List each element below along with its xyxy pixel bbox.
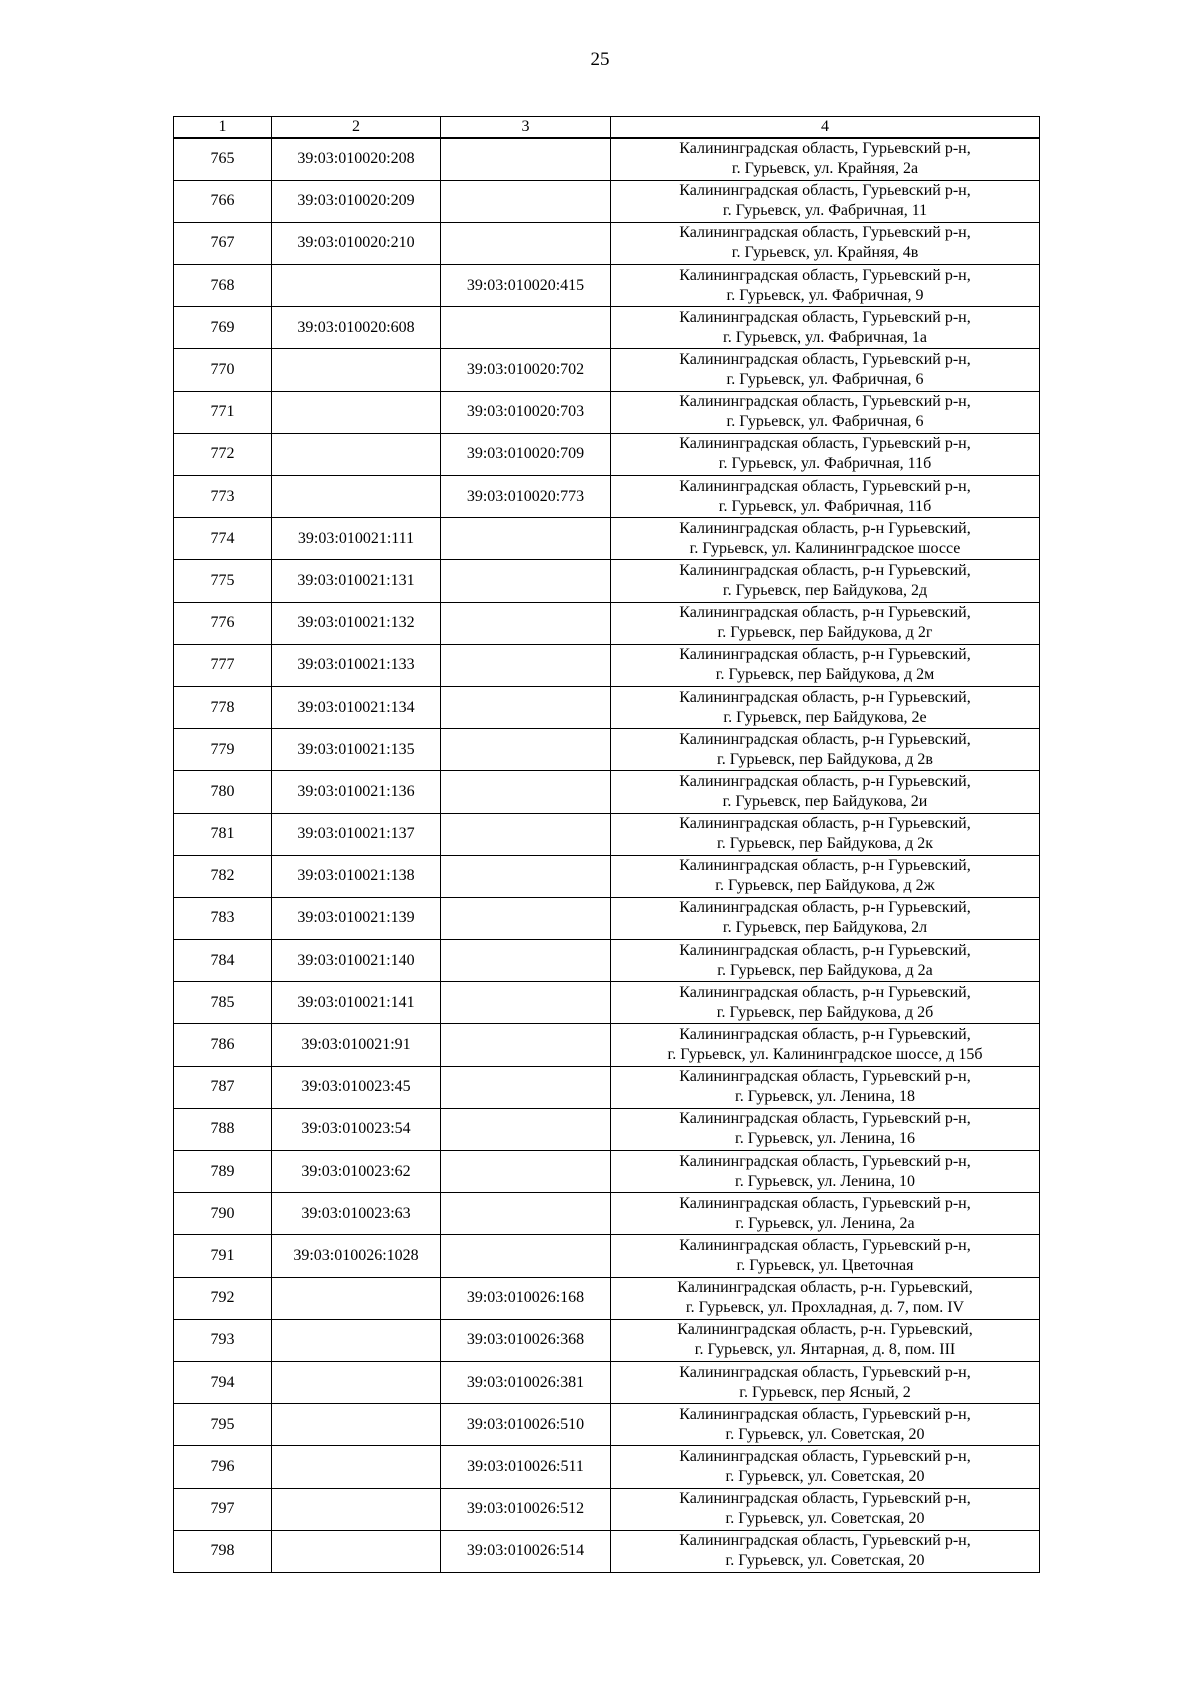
address-cell bbox=[611, 307, 1040, 349]
address-cell bbox=[611, 1404, 1040, 1446]
cadastral-number-cell bbox=[272, 433, 441, 475]
address-cell bbox=[611, 1530, 1040, 1572]
address-line-2: г. Гурьевск, ул. Прохладная, д. 7, пом. IV bbox=[685, 1299, 965, 1317]
cadastral-number-cell bbox=[272, 1530, 441, 1572]
cadastral-number-alt-cell: 39:03:010026:368 bbox=[441, 1319, 611, 1361]
table-row bbox=[174, 1108, 1040, 1150]
cadastral-number-cell: 39:03:010021:133 bbox=[272, 644, 441, 686]
table-row bbox=[174, 1319, 1040, 1361]
cadastral-number-cell bbox=[272, 391, 441, 433]
cadastral-number-cell: 39:03:010026:1028 bbox=[272, 1235, 441, 1277]
cadastral-number-alt-cell bbox=[441, 686, 611, 728]
cadastral-number-cell: 39:03:010020:208 bbox=[272, 138, 441, 180]
row-number-cell: 767 bbox=[174, 222, 272, 264]
address-line-2: г. Гурьевск, пер Байдукова, 2л bbox=[722, 919, 928, 937]
address-line-2: г. Гурьевск, ул. Фабричная, 9 bbox=[726, 286, 924, 304]
address-cell bbox=[611, 1319, 1040, 1361]
table-row bbox=[174, 1361, 1040, 1403]
cadastral-number-alt-cell: 39:03:010020:773 bbox=[441, 476, 611, 518]
cadastral-number-cell: 39:03:010021:137 bbox=[272, 813, 441, 855]
address-line-1: Калининградская область, р-н Гурьевский, bbox=[679, 857, 971, 875]
cadastral-number-alt-cell: 39:03:010026:168 bbox=[441, 1277, 611, 1319]
address-cell bbox=[611, 940, 1040, 982]
address-cell bbox=[611, 1024, 1040, 1066]
address-cell bbox=[611, 349, 1040, 391]
cadastral-number-alt-cell: 39:03:010020:709 bbox=[441, 433, 611, 475]
table-row bbox=[174, 391, 1040, 433]
cadastral-number-alt-cell bbox=[441, 1193, 611, 1235]
table-row bbox=[174, 1193, 1040, 1235]
table-row bbox=[174, 940, 1040, 982]
cadastral-number-cell: 39:03:010023:45 bbox=[272, 1066, 441, 1108]
address-line-2: г. Гурьевск, пер Байдукова, 2и bbox=[722, 792, 928, 810]
table-row bbox=[174, 433, 1040, 475]
address-line-1: Калининградская область, Гурьевский р-н, bbox=[679, 1152, 971, 1170]
row-number-cell: 788 bbox=[174, 1108, 272, 1150]
cadastral-number-cell bbox=[272, 1404, 441, 1446]
address-line-2: г. Гурьевск, пер Байдукова, д 2а bbox=[717, 961, 933, 979]
cadastral-number-alt-cell bbox=[441, 602, 611, 644]
address-line-1: Калининградская область, Гурьевский р-н, bbox=[679, 1236, 971, 1254]
cadastral-number-cell: 39:03:010021:131 bbox=[272, 560, 441, 602]
cadastral-number-cell: 39:03:010021:138 bbox=[272, 855, 441, 897]
address-cell bbox=[611, 1446, 1040, 1488]
address-cell bbox=[611, 1108, 1040, 1150]
row-number-cell: 774 bbox=[174, 518, 272, 560]
row-number-cell: 785 bbox=[174, 982, 272, 1024]
table-row bbox=[174, 307, 1040, 349]
address-line-2: г. Гурьевск, ул. Советская, 20 bbox=[725, 1552, 925, 1570]
address-cell bbox=[611, 433, 1040, 475]
address-line-2: г. Гурьевск, ул. Фабричная, 11 bbox=[722, 202, 928, 220]
address-cell bbox=[611, 180, 1040, 222]
row-number-cell: 784 bbox=[174, 940, 272, 982]
address-line-2: г. Гурьевск, ул. Фабричная, 1а bbox=[722, 328, 928, 346]
address-line-2: г. Гурьевск, ул. Ленина, 18 bbox=[734, 1088, 916, 1106]
address-line-2: г. Гурьевск, ул. Калининградское шоссе, д 15б bbox=[667, 1046, 983, 1064]
row-number-cell: 796 bbox=[174, 1446, 272, 1488]
cadastral-number-alt-cell bbox=[441, 813, 611, 855]
table-row bbox=[174, 222, 1040, 264]
address-line-2: г. Гурьевск, ул. Ленина, 16 bbox=[734, 1130, 916, 1148]
address-line-2: г. Гурьевск, ул. Фабричная, 11б bbox=[718, 455, 932, 473]
cadastral-number-cell: 39:03:010021:136 bbox=[272, 771, 441, 813]
row-number-cell: 778 bbox=[174, 686, 272, 728]
address-cell bbox=[611, 1235, 1040, 1277]
address-line-1: Калининградская область, Гурьевский р-н, bbox=[679, 308, 971, 326]
cadastral-number-alt-cell: 39:03:010020:702 bbox=[441, 349, 611, 391]
address-line-2: г. Гурьевск, ул. Калининградское шоссе bbox=[689, 539, 961, 557]
table-row bbox=[174, 560, 1040, 602]
cadastral-number-cell bbox=[272, 1319, 441, 1361]
page-number: 25 bbox=[590, 49, 610, 70]
address-cell bbox=[611, 138, 1040, 180]
cadastral-number-cell: 39:03:010020:210 bbox=[272, 222, 441, 264]
cadastral-number-cell: 39:03:010023:63 bbox=[272, 1193, 441, 1235]
address-cell bbox=[611, 729, 1040, 771]
address-cell bbox=[611, 1361, 1040, 1403]
table-row bbox=[174, 1530, 1040, 1572]
table-row bbox=[174, 1488, 1040, 1530]
address-line-1: Калининградская область, Гурьевский р-н, bbox=[679, 1194, 971, 1212]
row-number-cell: 797 bbox=[174, 1488, 272, 1530]
cadastral-number-cell bbox=[272, 1488, 441, 1530]
address-line-2: г. Гурьевск, ул. Янтарная, д. 8, пом. III bbox=[694, 1341, 956, 1359]
cadastral-number-alt-cell bbox=[441, 1108, 611, 1150]
address-cell bbox=[611, 560, 1040, 602]
table-row bbox=[174, 1235, 1040, 1277]
cadastral-number-alt-cell bbox=[441, 771, 611, 813]
address-line-1: Калининградская область, Гурьевский р-н, bbox=[679, 477, 971, 495]
cadastral-number-alt-cell bbox=[441, 307, 611, 349]
row-number-cell: 769 bbox=[174, 307, 272, 349]
address-cell bbox=[611, 1151, 1040, 1193]
address-cell bbox=[611, 265, 1040, 307]
cadastral-number-alt-cell bbox=[441, 560, 611, 602]
table-header bbox=[174, 117, 1040, 139]
address-line-1: Калининградская область, р-н Гурьевский, bbox=[679, 815, 971, 833]
column-header-2: 2 bbox=[272, 117, 441, 139]
address-cell bbox=[611, 1488, 1040, 1530]
cadastral-number-cell: 39:03:010021:134 bbox=[272, 686, 441, 728]
address-cell bbox=[611, 855, 1040, 897]
row-number-cell: 772 bbox=[174, 433, 272, 475]
table-row bbox=[174, 897, 1040, 939]
row-number-cell: 780 bbox=[174, 771, 272, 813]
address-line-2: г. Гурьевск, пер Байдукова, д 2ж bbox=[715, 877, 935, 895]
address-line-2: г. Гурьевск, пер Байдукова, 2е bbox=[723, 708, 927, 726]
address-line-2: г. Гурьевск, ул. Советская, 20 bbox=[725, 1467, 925, 1485]
address-line-2: г. Гурьевск, ул. Ленина, 10 bbox=[734, 1172, 916, 1190]
address-cell bbox=[611, 644, 1040, 686]
address-line-1: Калининградская область, Гурьевский р-н, bbox=[679, 224, 971, 242]
address-line-1: Калининградская область, Гурьевский р-н, bbox=[679, 182, 971, 200]
address-line-1: Калининградская область, р-н Гурьевский, bbox=[679, 604, 971, 622]
row-number-cell: 794 bbox=[174, 1361, 272, 1403]
address-cell bbox=[611, 518, 1040, 560]
table-row bbox=[174, 1277, 1040, 1319]
row-number-cell: 776 bbox=[174, 602, 272, 644]
row-number-cell: 798 bbox=[174, 1530, 272, 1572]
table-row bbox=[174, 1024, 1040, 1066]
table-row bbox=[174, 265, 1040, 307]
row-number-cell: 779 bbox=[174, 729, 272, 771]
cadastral-number-cell: 39:03:010021:111 bbox=[272, 518, 441, 560]
cadastral-number-cell: 39:03:010020:608 bbox=[272, 307, 441, 349]
row-number-cell: 782 bbox=[174, 855, 272, 897]
address-cell bbox=[611, 771, 1040, 813]
cadastral-number-cell: 39:03:010021:91 bbox=[272, 1024, 441, 1066]
address-line-2: г. Гурьевск, ул. Советская, 20 bbox=[725, 1510, 925, 1528]
address-line-1: Калининградская область, р-н. Гурьевский, bbox=[677, 1279, 973, 1297]
cadastral-number-cell: 39:03:010020:209 bbox=[272, 180, 441, 222]
cadastral-number-alt-cell bbox=[441, 1024, 611, 1066]
table-row bbox=[174, 1151, 1040, 1193]
cadastral-number-cell: 39:03:010021:141 bbox=[272, 982, 441, 1024]
cadastral-number-alt-cell bbox=[441, 138, 611, 180]
cadastral-number-alt-cell: 39:03:010026:514 bbox=[441, 1530, 611, 1572]
cadastral-number-alt-cell bbox=[441, 855, 611, 897]
address-line-2: г. Гурьевск, ул. Крайняя, 4в bbox=[731, 244, 919, 262]
cadastral-number-cell bbox=[272, 476, 441, 518]
table-row bbox=[174, 686, 1040, 728]
cadastral-number-cell bbox=[272, 1446, 441, 1488]
row-number-cell: 787 bbox=[174, 1066, 272, 1108]
table-row bbox=[174, 855, 1040, 897]
table-row bbox=[174, 476, 1040, 518]
row-number-cell: 790 bbox=[174, 1193, 272, 1235]
cadastral-number-cell: 39:03:010023:62 bbox=[272, 1151, 441, 1193]
cadastral-number-alt-cell bbox=[441, 644, 611, 686]
address-line-1: Калининградская область, Гурьевский р-н, bbox=[679, 1490, 971, 1508]
cadastral-number-cell bbox=[272, 349, 441, 391]
cadastral-number-alt-cell bbox=[441, 222, 611, 264]
address-line-1: Калининградская область, Гурьевский р-н, bbox=[679, 435, 971, 453]
address-line-1: Калининградская область, Гурьевский р-н, bbox=[679, 393, 971, 411]
address-line-1: Калининградская область, р-н Гурьевский, bbox=[679, 646, 971, 664]
cadastral-number-alt-cell bbox=[441, 180, 611, 222]
address-line-1: Калининградская область, р-н Гурьевский, bbox=[679, 1026, 971, 1044]
address-cell bbox=[611, 982, 1040, 1024]
address-line-2: г. Гурьевск, ул. Цветочная bbox=[736, 1256, 914, 1274]
cadastral-number-alt-cell bbox=[441, 897, 611, 939]
cadastral-number-alt-cell: 39:03:010026:381 bbox=[441, 1361, 611, 1403]
address-line-1: Калининградская область, Гурьевский р-н, bbox=[679, 1110, 971, 1128]
table-row bbox=[174, 138, 1040, 180]
cadastral-number-cell: 39:03:010021:139 bbox=[272, 897, 441, 939]
row-number-cell: 792 bbox=[174, 1277, 272, 1319]
address-line-1: Калининградская область, р-н Гурьевский, bbox=[679, 899, 971, 917]
table-row bbox=[174, 1066, 1040, 1108]
column-header-3: 3 bbox=[441, 117, 611, 139]
cadastral-number-cell: 39:03:010021:132 bbox=[272, 602, 441, 644]
address-cell bbox=[611, 813, 1040, 855]
cadastral-number-cell bbox=[272, 1361, 441, 1403]
cadastral-number-alt-cell: 39:03:010026:510 bbox=[441, 1404, 611, 1446]
cadastral-number-alt-cell bbox=[441, 1066, 611, 1108]
row-number-cell: 795 bbox=[174, 1404, 272, 1446]
table-row bbox=[174, 982, 1040, 1024]
row-number-cell: 793 bbox=[174, 1319, 272, 1361]
column-header-4: 4 bbox=[611, 117, 1040, 139]
cadastral-number-cell bbox=[272, 1277, 441, 1319]
cadastral-number-alt-cell bbox=[441, 518, 611, 560]
table-row bbox=[174, 180, 1040, 222]
table-row bbox=[174, 349, 1040, 391]
address-line-1: Калининградская область, р-н Гурьевский, bbox=[679, 519, 971, 537]
address-cell bbox=[611, 686, 1040, 728]
row-number-cell: 786 bbox=[174, 1024, 272, 1066]
header-row bbox=[174, 117, 1040, 139]
address-cell bbox=[611, 1193, 1040, 1235]
row-number-cell: 791 bbox=[174, 1235, 272, 1277]
cadastral-number-alt-cell: 39:03:010026:511 bbox=[441, 1446, 611, 1488]
address-line-2: г. Гурьевск, ул. Фабричная, 11б bbox=[718, 497, 932, 515]
address-line-1: Калининградская область, р-н. Гурьевский, bbox=[677, 1321, 973, 1339]
address-cell bbox=[611, 1277, 1040, 1319]
address-line-1: Калининградская область, Гурьевский р-н, bbox=[679, 1532, 971, 1550]
address-line-2: г. Гурьевск, ул. Советская, 20 bbox=[725, 1425, 925, 1443]
address-line-2: г. Гурьевск, ул. Фабричная, 6 bbox=[726, 413, 924, 431]
cadastral-number-cell bbox=[272, 265, 441, 307]
address-line-2: г. Гурьевск, пер Байдукова, д 2г bbox=[717, 624, 933, 642]
address-line-1: Калининградская область, Гурьевский р-н, bbox=[679, 1405, 971, 1423]
cadastral-number-cell: 39:03:010021:135 bbox=[272, 729, 441, 771]
address-line-1: Калининградская область, р-н Гурьевский, bbox=[679, 983, 971, 1001]
address-line-1: Калининградская область, р-н Гурьевский, bbox=[679, 941, 971, 959]
row-number-cell: 783 bbox=[174, 897, 272, 939]
cadastral-number-alt-cell: 39:03:010020:703 bbox=[441, 391, 611, 433]
address-line-1: Калининградская область, Гурьевский р-н, bbox=[679, 1363, 971, 1381]
cadastral-number-cell: 39:03:010021:140 bbox=[272, 940, 441, 982]
address-cell bbox=[611, 391, 1040, 433]
address-cell bbox=[611, 602, 1040, 644]
row-number-cell: 773 bbox=[174, 476, 272, 518]
cadastral-number-alt-cell: 39:03:010020:415 bbox=[441, 265, 611, 307]
address-line-1: Калининградская область, Гурьевский р-н, bbox=[679, 351, 971, 369]
address-line-2: г. Гурьевск, пер Байдукова, д 2в bbox=[717, 750, 933, 768]
table-body bbox=[174, 138, 1040, 1572]
table-row bbox=[174, 1446, 1040, 1488]
address-line-2: г. Гурьевск, пер Байдукова, д 2б bbox=[716, 1003, 934, 1021]
row-number-cell: 768 bbox=[174, 265, 272, 307]
row-number-cell: 781 bbox=[174, 813, 272, 855]
address-line-1: Калининградская область, Гурьевский р-н, bbox=[679, 1447, 971, 1465]
column-header-1: 1 bbox=[174, 117, 272, 139]
cadastral-number-alt-cell bbox=[441, 729, 611, 771]
row-number-cell: 777 bbox=[174, 644, 272, 686]
address-cell bbox=[611, 897, 1040, 939]
row-number-cell: 775 bbox=[174, 560, 272, 602]
table-row bbox=[174, 813, 1040, 855]
address-cell bbox=[611, 222, 1040, 264]
row-number-cell: 766 bbox=[174, 180, 272, 222]
address-line-1: Калининградская область, Гурьевский р-н, bbox=[679, 140, 971, 158]
address-line-2: г. Гурьевск, пер Байдукова, д 2к bbox=[716, 835, 934, 853]
address-line-2: г. Гурьевск, пер Байдукова, 2д bbox=[722, 581, 928, 599]
cadastral-number-alt-cell: 39:03:010026:512 bbox=[441, 1488, 611, 1530]
address-line-2: г. Гурьевск, пер Ясный, 2 bbox=[739, 1383, 911, 1401]
address-line-1: Калининградская область, р-н Гурьевский, bbox=[679, 772, 971, 790]
address-line-1: Калининградская область, р-н Гурьевский, bbox=[679, 561, 971, 579]
address-line-1: Калининградская область, Гурьевский р-н, bbox=[679, 1068, 971, 1086]
address-line-1: Калининградская область, р-н Гурьевский, bbox=[679, 730, 971, 748]
address-line-1: Калининградская область, р-н Гурьевский, bbox=[679, 688, 971, 706]
table-row bbox=[174, 729, 1040, 771]
row-number-cell: 789 bbox=[174, 1151, 272, 1193]
cadastral-number-alt-cell bbox=[441, 1151, 611, 1193]
cadastral-number-alt-cell bbox=[441, 982, 611, 1024]
address-line-2: г. Гурьевск, ул. Ленина, 2а bbox=[735, 1214, 915, 1232]
table-row bbox=[174, 771, 1040, 813]
table-row bbox=[174, 1404, 1040, 1446]
address-line-2: г. Гурьевск, пер Байдукова, д 2м bbox=[715, 666, 935, 684]
cadastral-number-alt-cell bbox=[441, 940, 611, 982]
cadastral-number-alt-cell bbox=[441, 1235, 611, 1277]
table-row bbox=[174, 518, 1040, 560]
registry-table bbox=[173, 116, 1040, 1573]
address-line-1: Калининградская область, Гурьевский р-н, bbox=[679, 266, 971, 284]
row-number-cell: 765 bbox=[174, 138, 272, 180]
address-cell bbox=[611, 1066, 1040, 1108]
address-line-2: г. Гурьевск, ул. Крайняя, 2а bbox=[731, 160, 919, 178]
cadastral-number-cell: 39:03:010023:54 bbox=[272, 1108, 441, 1150]
table-row bbox=[174, 602, 1040, 644]
table-row bbox=[174, 644, 1040, 686]
address-line-2: г. Гурьевск, ул. Фабричная, 6 bbox=[726, 371, 924, 389]
row-number-cell: 771 bbox=[174, 391, 272, 433]
address-cell bbox=[611, 476, 1040, 518]
row-number-cell: 770 bbox=[174, 349, 272, 391]
